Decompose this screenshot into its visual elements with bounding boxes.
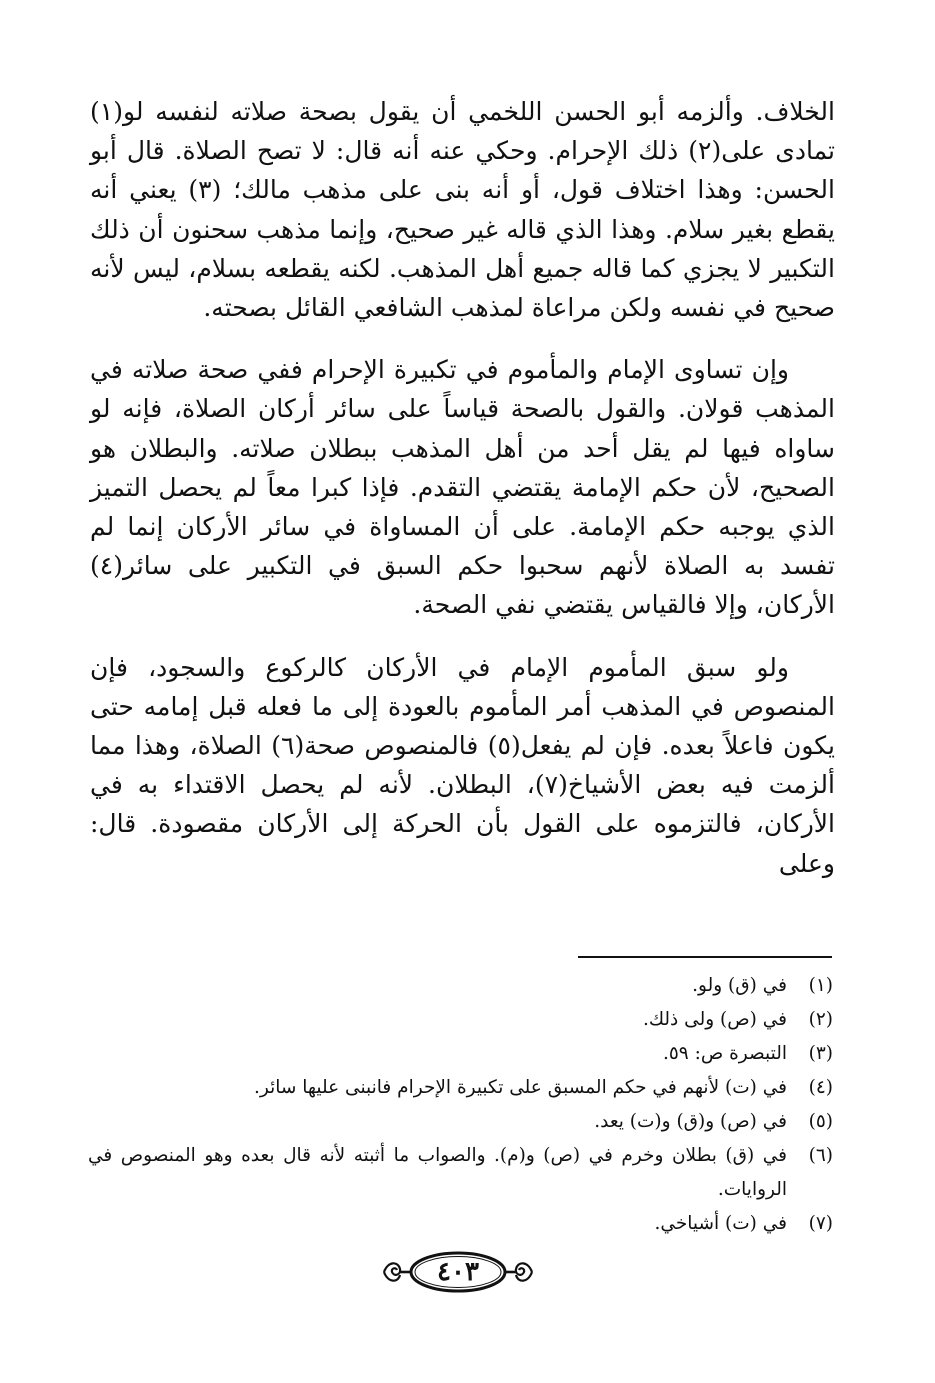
footnote-number: (٧) (808, 1213, 833, 1234)
footnote-1 (88, 969, 833, 1003)
footnote-6 (88, 1139, 833, 1207)
footnote-number: (٦) (808, 1145, 833, 1166)
footnote-separator (578, 956, 832, 958)
footnote-2 (88, 1003, 833, 1037)
footnote-text: في (ت) أشياخي. (654, 1213, 787, 1234)
footnote-number: (١) (808, 975, 833, 996)
footnote-text: التبصرة ص: ٥٩. (662, 1043, 787, 1064)
footnote-number: (٤) (808, 1077, 833, 1098)
main-text (90, 92, 835, 883)
footnote-text: في (ق) بطلان وخرم في (ص) و(م). والصواب ما أثبته لأنه قال بعده وهو المنصوص في الروايات. (88, 1145, 787, 1200)
page-number-ornament (378, 1247, 538, 1297)
footnote-number: (٥) (808, 1111, 833, 1132)
page-number: ٤٠٣ (437, 1257, 479, 1287)
footnote-text: في (ت) لأنهم في حكم المسبق على تكبيرة الإحرام فانبنى عليها سائر. (254, 1077, 787, 1098)
footnote-text: في (ق) ولو. (692, 975, 787, 996)
footnote-4 (88, 1071, 833, 1105)
footnote-number: (٣) (808, 1043, 833, 1064)
footnote-3 (88, 1037, 833, 1071)
paragraph-1: الخلاف. وألزمه أبو الحسن اللخمي أن يقول بصحة صلاته لنفسه لو(١) تمادى على(٢) ذلك الإحرام. وحكي عنه أنه قال: لا تصح الصلاة. قال أبو الحسن: وهذا اختلاف قول، أو أنه بنى على مذهب مالك؛ (٣) يعني أنه يقطع بغير سلام. وهذا الذي قاله غير صحيح، وإنما مذهب سحنون أن ذلك التكبير لا يجزي كما قاله جميع أهل المذهب. لكنه يقطعه بسلام، ليس لأنه صحيح في نفسه ولكن مراعاة لمذهب الشافعي القائل بصحته. (90, 97, 835, 323)
paragraph-2: وإن تساوى الإمام والمأموم في تكبيرة الإحرام ففي صحة صلاته في المذهب قولان. والقول بالصحة قياساً على سائر أركان الصلاة، فإنه لو ساواه فيها لم يقل أحد من أهل المذهب ببطلان صلاته. والبطلان هو الصحيح، لأن حكم الإمامة يقتضي التقدم. فإذا كبرا معاً لم يحصل التميز الذي يوجبه حكم الإمامة. على أن المساواة في سائر الأركان إنما لم تفسد به الصلاة لأنهم سحبوا حكم السبق في التكبير على سائر(٤) الأركان، وإلا فالقياس يقتضي نفي الصحة. (90, 355, 836, 620)
footnote-7 (88, 1207, 833, 1241)
footnote-text: في (ص) و(ق) و(ت) يعد. (594, 1111, 787, 1132)
footnotes (88, 969, 833, 1241)
footnote-text: في (ص) ولى ذلك. (642, 1009, 787, 1030)
paragraph-3: ولو سبق المأموم الإمام في الأركان كالركوع والسجود، فإن المنصوص في المذهب أمر المأموم بالعودة إلى ما فعله قبل إمامه حتى يكون فاعلاً بعده. فإن لم يفعل(٥) فالمنصوص صحة(٦) الصلاة، وهذا مما ألزمت فيه بعض الأشياخ(٧)، البطلان. لأنه لم يحصل الاقتداء به في الأركان، فالتزموه على القول بأن الحركة إلى الأركان مقصودة. قال: وعلى (90, 652, 835, 878)
footnote-5 (88, 1105, 833, 1139)
footnote-number: (٢) (808, 1009, 833, 1030)
